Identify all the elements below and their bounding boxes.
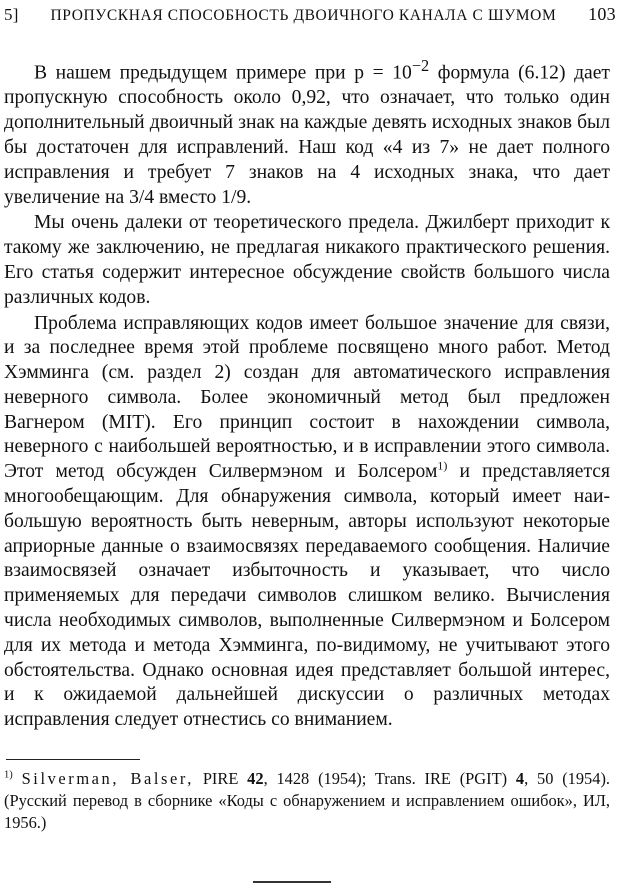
paragraph-1 <box>4 54 610 210</box>
bottom-rule <box>253 881 331 883</box>
footnote-journal: PIRE <box>202 769 239 788</box>
footnote <box>4 768 610 834</box>
page-number: 103 <box>588 4 616 24</box>
paragraph-3-end: и представляется многообещающим. Для обнаружения символа, который имеет наибольшую вероятность быть неверным, авторы используют некоторые априорные данные о взаимосвязях передаваемого сообщения. Наличие взаимосвязей означает избыточность и указывает, что число применяемых для передачи символов слишком велико. Вычисления числа необходимых символов, выполненные Силвермэном и Болсером для их метода и метода Хэмминга, по-видимому, не учитывают этого обстоятельства. Однако основная идея представляет большой интерес, и к ожидаемой дальнейшей дискуссии о различных методах исправления следует отнестись со вниманием. <box>4 461 610 731</box>
paragraph-1-end: формула (6.12) дает пропускную способность около 0,92, что означает, что только один дополнительный двоичный знак на каждые девять исходных знаков был бы достаточен для исправлений. Наш код «4 из 7» не дает полного исправления и требует 7 знаков на 4 исходных знака, что дает увеличение на 3/4 вместо 1/9. <box>4 62 610 208</box>
footnote-ref-2: , 50 (1954). (Русский перевод в сборнике «Коды с обнаружением и исправлением ошибок», ИЛ, 1956.) <box>4 769 611 832</box>
footnote-volume-1: 42 <box>247 769 264 788</box>
exponent: −2 <box>411 56 430 75</box>
footnote-authors: Silverman, Balser, <box>21 769 194 788</box>
footnote-divider <box>6 759 140 760</box>
running-title: ПРОПУСКНАЯ СПОСОБНОСТЬ ДВОИЧНОГО КАНАЛА С ШУМОМ <box>50 7 557 24</box>
paragraph-3-start: Проблема исправляющих кодов имеет большое значение для связи, и за последнее время этой проблеме посвящено много работ. Метод Хэмминга (см. раздел 2) создан для автоматического исправления неверного символа. Более экономичный метод был предложен Вагнером (MIT). Его принцип состоит в нахождении символа, неверного с наибольшей вероятностью, и в исправлении этого символа. Этот метод обсужден Силвермэном и Болсером <box>4 312 610 483</box>
main-text <box>4 54 610 733</box>
paragraph-2: Мы очень далеки от теоретического предела. Джилберт приходит к такому же заключению, не предлагая никакого практического решения. Его статья содержит интересное обсуждение свойств большого числа различных кодов. <box>4 212 610 308</box>
footnote-volume-2: 4 <box>515 769 525 788</box>
footnote-mark: 1) <box>4 769 13 781</box>
footnote-ref-1: , 1428 (1954); Trans. IRE (PGIT) <box>263 769 508 788</box>
footnote-reference[interactable]: 1) <box>437 458 448 473</box>
paragraph-1-start: В нашем предыдущем примере при p = 10 <box>34 62 412 84</box>
running-header <box>4 4 616 32</box>
paragraph-3 <box>4 312 610 734</box>
section-number: 5] <box>4 5 19 24</box>
